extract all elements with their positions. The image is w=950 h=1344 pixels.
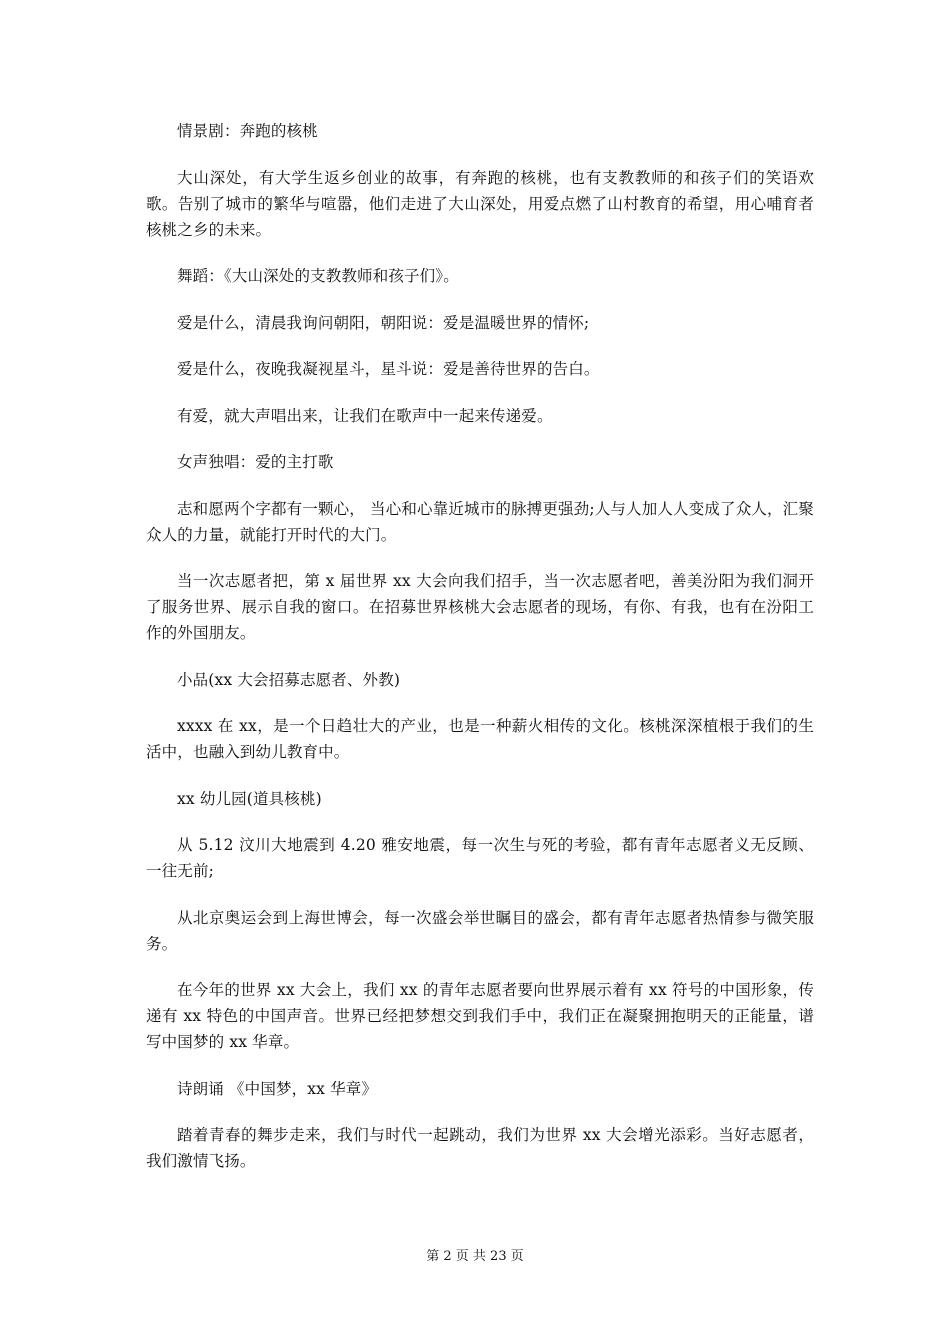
section-title-poem: 诗朗诵 《中国梦，xx 华章》 bbox=[177, 1079, 378, 1098]
section-title-kindergarten: xx 幼儿园(道具核桃) bbox=[177, 789, 322, 808]
paragraph: 有爱，就大声唱出来，让我们在歌声中一起来传递爱。 bbox=[177, 406, 553, 425]
paragraph: xxxx 在 xx，是一个日趋壮大的产业，也是一种薪火相传的文化。核桃深深植根于我们的生活中，也融入到幼儿教育中。 bbox=[146, 717, 814, 761]
paragraph: 在今年的世界 xx 大会上，我们 xx 的青年志愿者要向世界展示着有 xx 符号的中国形象，传递有 xx 特色的中国声音。世界已经把梦想交到我们手中，我们正在凝聚拥抱明天的正能量，谱写中国梦的 xx 华章。 bbox=[146, 981, 814, 1051]
paragraph: 志和愿两个字都有一颗心， 当心和心靠近城市的脉搏更强劲;人与人加人人变成了众人，汇聚众人的力量，就能打开时代的大门。 bbox=[146, 499, 814, 544]
section-title-sketch: 小品(xx 大会招募志愿者、外教) bbox=[177, 670, 401, 689]
section-title-dance: 舞蹈：《大山深处的支教教师和孩子们》。 bbox=[177, 267, 459, 285]
paragraph: 爱是什么，夜晚我凝视星斗，星斗说：爱是善待世界的告白。 bbox=[177, 360, 600, 378]
paragraph: 从北京奥运会到上海世博会，每一次盛会举世瞩目的盛会，都有青年志愿者热情参与微笑服务。 bbox=[146, 908, 814, 953]
section-title-solo: 女声独唱：爱的主打歌 bbox=[177, 453, 334, 471]
paragraph: 当一次志愿者把，第 x 届世界 xx 大会向我们招手，当一次志愿者吧，善美汾阳为我们洞开了服务世界、展示自我的窗口。在招募世界核桃大会志愿者的现场，有你、有我，也有在汾阳工作的外国朋友。 bbox=[146, 572, 814, 642]
page-number-footer: 第 2 页 共 23 页 bbox=[426, 1249, 524, 1264]
paragraph: 从 5.12 汶川大地震到 4.20 雅安地震，每一次生与死的考验，都有青年志愿者义无反顾、一往无前; bbox=[146, 836, 814, 880]
section-title-skit: 情景剧：奔跑的核桃 bbox=[177, 122, 318, 140]
paragraph: 踏着青春的舞步走来，我们与时代一起跳动，我们为世界 xx 大会增光添彩。当好志愿者，我们激情飞扬。 bbox=[146, 1126, 814, 1170]
paragraph: 大山深处，有大学生返乡创业的故事，有奔跑的核桃，也有支教教师的和孩子们的笑语欢歌。告别了城市的繁华与喧嚣，他们走进了大山深处，用爱点燃了山村教育的希望，用心哺育者核桃之乡的未来。 bbox=[146, 168, 814, 239]
document-body bbox=[146, 118, 814, 1195]
paragraph: 爱是什么，清晨我询问朝阳，朝阳说：爱是温暖世界的情怀; bbox=[177, 313, 590, 332]
